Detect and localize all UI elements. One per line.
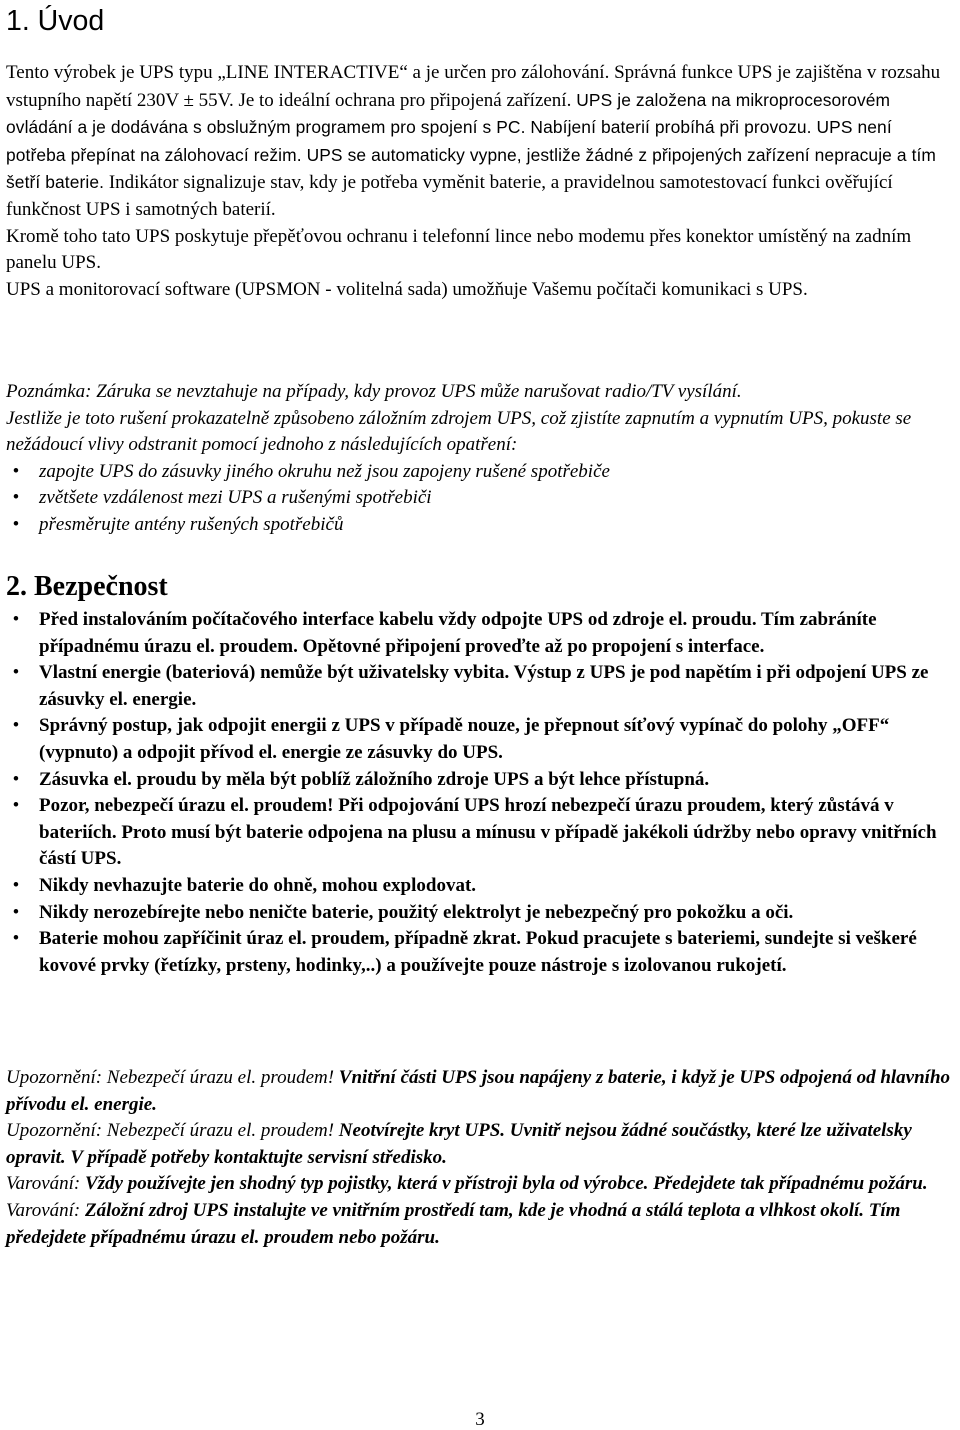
bullet-icon: • — [12, 662, 20, 684]
warning-paragraph — [6, 1198, 956, 1251]
list-item: • Baterie mohou zapříčinit úraz el. proudem, případně zkrat. Pokud pracujete s bateriemi, sundejte si veškeré kovové prvky (řetízky, prsteny, hodinky,..) a používejte pouze nástroje s izolovanou rukojetí. — [6, 926, 956, 979]
list-item: • Nikdy nerozebírejte nebo neničte baterie, použitý elektrolyt je nebezpečný pro pokožku a oči. — [6, 900, 956, 927]
section-heading-bezpecnost: 2. Bezpečnost — [6, 571, 168, 602]
warning-label: Varování: — [6, 1173, 81, 1195]
bullet-icon: • — [12, 901, 20, 923]
interference-measures-list — [6, 459, 956, 539]
warning-text: Záložní zdroj UPS instalujte ve vnitřním prostředí tam, kde je vhodná a stálá teplota a vlhkost okolí. Tím předejdete případnému úrazu el. proudem nebo požáru. — [6, 1199, 901, 1248]
bullet-icon: • — [12, 874, 20, 896]
interference-text: Jestliže je toto rušení prokazatelně způsobeno záložním zdrojem UPS, což zjistíte zapnutím a vypnutím UPS, pokuste se nežádoucí vlivy odstranit pomocí jednoho z následujících opatření: — [6, 407, 912, 456]
warning-label: Upozornění: Nebezpečí úrazu el. proudem! — [6, 1120, 335, 1142]
surge-protection-paragraph: Kromě toho tato UPS poskytuje přepěťovou ochranu i telefonní lince nebo modemu přes konektor umístěný na zadním panelu UPS. — [6, 225, 912, 274]
warning-paragraph — [6, 1065, 956, 1118]
list-item: • Pozor, nebezpečí úrazu el. proudem! Při odpojování UPS hrozí nebezpečí úrazu proudem, který zůstává v bateriích. Proto musí být baterie odpojena na plusu a mínusu v případě jakékoli údržby nebo opravy vnitřních částí UPS. — [6, 793, 956, 873]
interference-note — [6, 379, 956, 539]
section-heading-uvod: 1. Úvod — [6, 5, 105, 37]
bullet-icon: • — [12, 487, 20, 509]
list-item: • Nikdy nevhazujte baterie do ohně, mohou explodovat. — [6, 873, 956, 900]
list-item: • zvětšete vzdálenost mezi UPS a rušenými spotřebiči — [6, 485, 956, 512]
bullet-icon: • — [12, 460, 20, 482]
warning-text: Vnitřní části UPS jsou napájeny z baterie, i když je UPS odpojená od hlavního přívodu el. energie. — [6, 1067, 951, 1115]
bullet-icon: • — [12, 609, 20, 630]
list-item: • zapojte UPS do zásuvky jiného okruhu než jsou zapojeny rušené spotřebiče — [6, 459, 956, 486]
bullet-icon: • — [12, 928, 20, 950]
list-item: • Vlastní energie (bateriová) nemůže být uživatelsky vybita. Výstup z UPS je pod napětím i při odpojení UPS ze zásuvky el. energie. — [6, 660, 956, 713]
bullet-icon: • — [12, 795, 20, 817]
warning-paragraph — [6, 1171, 956, 1198]
intro-text-serif: Tento výrobek je UPS typu „LINE INTERACTIVE“ a je určen pro zálohování. Správná funkce UPS je zajištěna v rozsahu vstupního napětí 230V ± 55V. Je to ideální ochrana pro připojená zařízení. — [6, 62, 941, 111]
warning-text: Vždy používejte jen shodný typ pojistky, která v přístroji byla od výrobce. Předejdete tak případnému požáru. — [80, 1173, 928, 1195]
warning-text: Neotvírejte kryt UPS. Uvnitř nejsou žádné součástky, které lze uživatelsky opravit. V případě potřeby kontaktujte servisní středisko. — [6, 1120, 912, 1168]
intro-text-end: Indikátor signalizuje stav, kdy je potřeba vyměnit baterie, a pravidelnou samotestovací funkci ověřující funkčnost UPS i samotných baterií. — [6, 172, 893, 220]
intro-paragraph — [6, 60, 956, 303]
intro-text-sans: UPS je založena na mikroprocesorovém ovládání a je dodávána s obslužným programem pro spojení s PC. Nabíjení baterií probíhá při provozu. UPS není potřeba přepínat na zálohovací režim. UPS se automaticky vypne, jestliže žádné z připojených zařízení nepracuje a tím šetří baterie. — [6, 89, 937, 193]
list-item: • Zásuvka el. proudu by měla být poblíž záložního zdroje UPS a být lehce přístupná. — [6, 767, 956, 794]
bullet-icon: • — [12, 768, 20, 790]
warranty-note: Poznámka: Záruka se nevztahuje na případy, kdy provoz UPS může narušovat radio/TV vysílání. — [6, 381, 742, 402]
list-item: • přesměrujte antény rušených spotřebičů — [6, 512, 956, 539]
bullet-icon: • — [12, 715, 20, 737]
software-paragraph: UPS a monitorovací software (UPSMON - volitelná sada) umožňuje Vašemu počítači komunikaci s UPS. — [6, 278, 808, 300]
warnings-block — [6, 1065, 956, 1251]
page-number: 3 — [475, 1409, 485, 1430]
warning-label: Upozornění: Nebezpečí úrazu el. proudem! — [6, 1067, 335, 1088]
warning-label: Varování: — [6, 1199, 81, 1221]
safety-list — [6, 607, 956, 979]
bullet-icon: • — [12, 513, 20, 535]
list-item: • Správný postup, jak odpojit energii z UPS v případě nouze, je přepnout síťový vypínač do polohy „OFF“ (vypnuto) a odpojit přívod el. energie ze zásuvky do UPS. — [6, 713, 956, 766]
list-item: • Před instalováním počítačového interface kabelu vždy odpojte UPS od zdroje el. proudu. Tím zabráníte případnému úrazu el. proudem. Opětovné připojení proveďte až po propojení s interface. — [6, 607, 956, 660]
warning-paragraph — [6, 1118, 956, 1171]
